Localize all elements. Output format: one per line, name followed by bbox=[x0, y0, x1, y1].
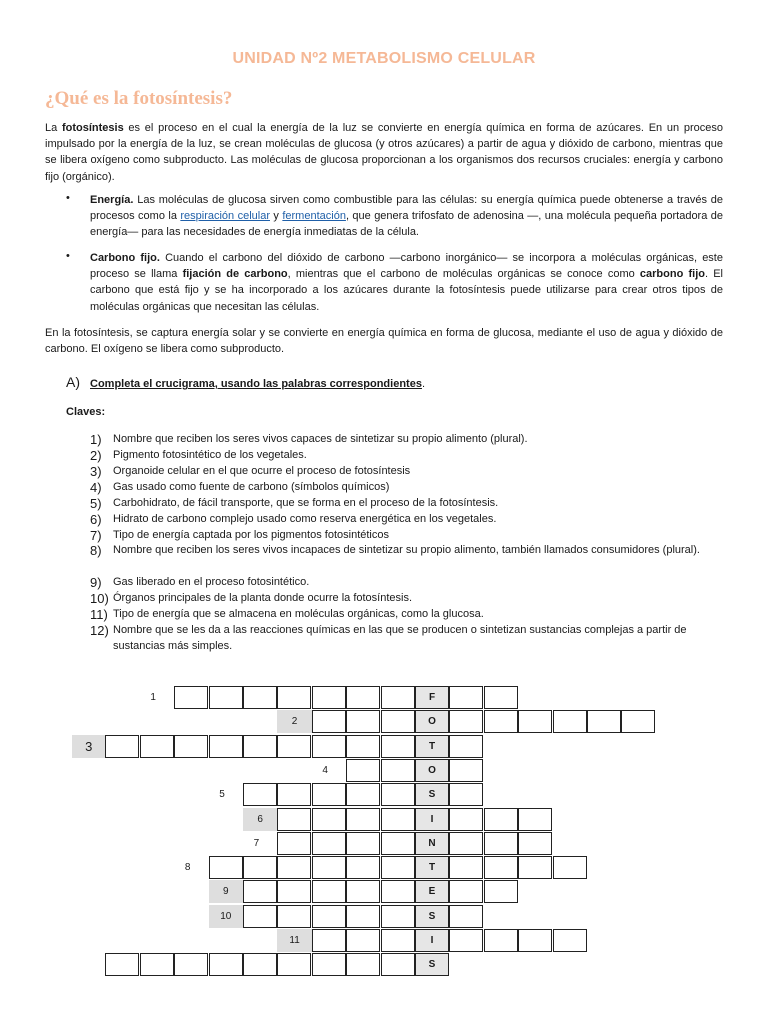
clue-text: Tipo de energía que se almacena en moléculas orgánicas, como la glucosa. bbox=[113, 608, 484, 620]
clue-item bbox=[90, 464, 710, 480]
crossword-row-number: 3 bbox=[72, 735, 105, 758]
crossword-cell[interactable] bbox=[381, 856, 415, 879]
crossword-row-number: 6 bbox=[243, 808, 277, 831]
crossword-cell[interactable] bbox=[312, 929, 346, 952]
clue-number: 5) bbox=[90, 496, 102, 511]
clue-text: Hidrato de carbono complejo usado como reserva energética en los vegetales. bbox=[113, 513, 497, 525]
crossword-cell[interactable] bbox=[518, 856, 552, 879]
key-letter-cell: F bbox=[415, 686, 449, 709]
clue-text: Carbohidrato, de fácil transporte, que se forma en el proceso de la fotosíntesis. bbox=[113, 497, 499, 509]
crossword-cell[interactable] bbox=[312, 735, 346, 758]
key-letter-cell: S bbox=[415, 953, 449, 976]
clue-item bbox=[90, 528, 710, 544]
crossword-cell[interactable] bbox=[449, 759, 483, 782]
key-letter-cell: O bbox=[415, 759, 449, 782]
crossword-cell[interactable] bbox=[277, 808, 311, 831]
crossword-cell[interactable] bbox=[346, 808, 380, 831]
crossword-cell[interactable] bbox=[381, 905, 415, 928]
crossword-cell[interactable] bbox=[346, 710, 380, 733]
clue-text: Organoide celular en el que ocurre el proceso de fotosíntesis bbox=[113, 465, 411, 477]
crossword-cell[interactable] bbox=[518, 808, 552, 831]
key-letter-cell: T bbox=[415, 856, 449, 879]
crossword-cell[interactable] bbox=[346, 759, 380, 782]
clue-number: 4) bbox=[90, 480, 102, 495]
clue-number: 7) bbox=[90, 528, 102, 543]
key-letter-cell: I bbox=[415, 808, 449, 831]
clue-text: Pigmento fotosintético de los vegetales. bbox=[113, 449, 307, 461]
crossword-cell[interactable] bbox=[140, 735, 174, 758]
crossword-cell[interactable] bbox=[312, 905, 346, 928]
crossword-cell[interactable] bbox=[553, 710, 587, 733]
crossword-row-number: 1 bbox=[150, 692, 156, 703]
key-letter-cell: E bbox=[415, 880, 449, 903]
crossword-row-number: 9 bbox=[209, 880, 243, 903]
crossword-cell[interactable] bbox=[346, 735, 380, 758]
clue-number: 1) bbox=[90, 432, 102, 447]
crossword-cell[interactable] bbox=[553, 856, 587, 879]
crossword-cell[interactable] bbox=[140, 953, 174, 976]
bullet-carbono: Carbono fijo. Cuando el carbono del dióxido de carbono —carbono inorgánico— se incorpora a moléculas orgánicas, este proceso se llama fijación de carbono, mientras que el carbono de moléculas orgánicas se conoce como carbono fijo. El carbono que está fijo y se ha incorporado a los azúcares durante la fotosíntesis puede utilizarse para crear otros tipos de moléculas orgánicas que necesitan las células. bbox=[90, 252, 723, 313]
clue-item bbox=[90, 512, 710, 528]
crossword-row-number: 2 bbox=[277, 710, 311, 733]
crossword-cell[interactable] bbox=[346, 929, 380, 952]
crossword-cell[interactable] bbox=[312, 808, 346, 831]
crossword-cell[interactable] bbox=[243, 856, 277, 879]
crossword-cell[interactable] bbox=[346, 953, 380, 976]
crossword-cell[interactable] bbox=[484, 880, 518, 903]
crossword-cell[interactable] bbox=[518, 832, 552, 855]
crossword-cell[interactable] bbox=[243, 735, 277, 758]
section-heading: ¿Qué es la fotosíntesis? bbox=[45, 88, 233, 109]
crossword-cell[interactable] bbox=[312, 880, 346, 903]
crossword-cell[interactable] bbox=[621, 710, 655, 733]
crossword-cell[interactable] bbox=[449, 929, 483, 952]
crossword-cell[interactable] bbox=[553, 929, 587, 952]
crossword-cell[interactable] bbox=[449, 832, 483, 855]
clue-item bbox=[90, 480, 710, 496]
crossword-cell[interactable] bbox=[277, 953, 311, 976]
crossword-cell[interactable] bbox=[277, 832, 311, 855]
crossword-cell[interactable] bbox=[381, 735, 415, 758]
crossword-cell[interactable] bbox=[312, 856, 346, 879]
crossword-row-number: 5 bbox=[219, 789, 225, 801]
crossword-cell[interactable] bbox=[312, 832, 346, 855]
crossword-row-number: 8 bbox=[184, 862, 191, 874]
crossword-cell[interactable] bbox=[484, 929, 518, 952]
clue-number: 6) bbox=[90, 512, 102, 527]
clue-item bbox=[90, 432, 710, 448]
crossword-cell[interactable] bbox=[105, 735, 139, 758]
link-respiracion-celular[interactable]: respiración celular bbox=[180, 210, 270, 223]
crossword-cell[interactable] bbox=[277, 856, 311, 879]
crossword-cell[interactable] bbox=[277, 735, 311, 758]
crossword-cell[interactable] bbox=[449, 735, 483, 758]
section-a: A) Completa el crucigrama, usando las palabras correspondientes. bbox=[66, 374, 426, 390]
crossword-cell[interactable] bbox=[381, 929, 415, 952]
crossword-cell[interactable] bbox=[484, 808, 518, 831]
crossword-cell[interactable] bbox=[346, 856, 380, 879]
crossword-cell[interactable] bbox=[381, 710, 415, 733]
crossword-row-number: 10 bbox=[209, 905, 243, 928]
clue-number: 9) bbox=[90, 575, 102, 590]
crossword-cell[interactable] bbox=[381, 832, 415, 855]
clue-number: 8) bbox=[90, 543, 102, 558]
clue-number: 10) bbox=[90, 591, 109, 606]
crossword-cell[interactable] bbox=[243, 905, 277, 928]
crossword-cell[interactable] bbox=[484, 856, 518, 879]
crossword-cell[interactable] bbox=[174, 686, 208, 709]
clue-item bbox=[90, 448, 710, 464]
summary-paragraph: En la fotosíntesis, se captura energía solar y se convierte en energía química en forma de glucosa, mediante el uso de agua y dióxido de carbono. El oxígeno se libera como subproducto. bbox=[45, 327, 723, 356]
crossword-row-number: 11 bbox=[277, 929, 311, 952]
crossword-cell[interactable] bbox=[243, 880, 277, 903]
crossword-cell[interactable] bbox=[381, 686, 415, 709]
key-letter-cell: S bbox=[415, 783, 449, 806]
clue-item bbox=[90, 496, 710, 512]
crossword-cell[interactable] bbox=[449, 856, 483, 879]
key-letter-cell: T bbox=[415, 735, 449, 758]
clue-text: Nombre que reciben los seres vivos incapaces de sintetizar su propio alimento, también llamados consumidores (plural). bbox=[113, 544, 700, 556]
crossword-row-number: 7 bbox=[253, 837, 260, 849]
crossword-cell[interactable] bbox=[312, 783, 346, 806]
key-letter-cell: S bbox=[415, 905, 449, 928]
crossword-cell[interactable] bbox=[449, 710, 483, 733]
intro-paragraph: La fotosíntesis es el proceso en el cual la energía de la luz se convierte en energía química en forma de azúcares. En un proceso impulsado por la energía de la luz, se crean moléculas de glucosa (y otros azúcares) a partir de agua y dióxido de carbono, mientras que se libera oxígeno como subproducto. Las moléculas de glucosa proporcionan a los organismos dos recursos cruciales: energía y carbono fijo (orgánico). bbox=[45, 122, 723, 183]
crossword-cell[interactable] bbox=[243, 783, 277, 806]
key-letter-cell: I bbox=[415, 929, 449, 952]
clue-text: Nombre que se les da a las reacciones químicas en las que se producen o sintetizan sustancias complejas a partir de sustancias más simples. bbox=[113, 624, 687, 652]
crossword-cell[interactable] bbox=[449, 880, 483, 903]
link-fermentacion[interactable]: fermentación bbox=[282, 210, 346, 223]
clue-number: 12) bbox=[90, 623, 109, 638]
crossword-cell[interactable] bbox=[381, 808, 415, 831]
crossword-cell[interactable] bbox=[518, 710, 552, 733]
crossword-cell[interactable] bbox=[346, 880, 380, 903]
crossword-cell[interactable] bbox=[381, 880, 415, 903]
crossword-cell[interactable] bbox=[277, 783, 311, 806]
bullet-dot: • bbox=[66, 192, 70, 204]
crossword-cell[interactable] bbox=[449, 686, 483, 709]
crossword-cell[interactable] bbox=[312, 686, 346, 709]
unit-title: UNIDAD Nº2 METABOLISMO CELULAR bbox=[232, 50, 536, 67]
crossword-cell[interactable] bbox=[209, 735, 243, 758]
crossword-cell[interactable] bbox=[209, 686, 243, 709]
crossword-cell[interactable] bbox=[381, 953, 415, 976]
key-letter-cell: O bbox=[415, 710, 449, 733]
crossword-cell[interactable] bbox=[587, 710, 621, 733]
key-letter-cell: N bbox=[415, 832, 449, 855]
clue-item bbox=[90, 607, 710, 623]
clue-number: 11) bbox=[90, 607, 108, 622]
clue-item bbox=[90, 591, 710, 607]
crossword-cell[interactable] bbox=[209, 856, 243, 879]
crossword-cell[interactable] bbox=[449, 808, 483, 831]
crossword-cell[interactable] bbox=[277, 880, 311, 903]
clue-text: Gas liberado en el proceso fotosintético. bbox=[113, 576, 310, 588]
crossword-cell[interactable] bbox=[105, 953, 139, 976]
claves-label: Claves: bbox=[66, 406, 106, 418]
crossword-cell[interactable] bbox=[484, 686, 518, 709]
crossword-cell[interactable] bbox=[449, 783, 483, 806]
clue-item bbox=[90, 543, 710, 559]
crossword-cell[interactable] bbox=[346, 783, 380, 806]
crossword-cell[interactable] bbox=[277, 686, 311, 709]
crossword-cell[interactable] bbox=[174, 735, 208, 758]
clue-number: 2) bbox=[90, 448, 102, 463]
bullet-energia: Energía. Las moléculas de glucosa sirven como combustible para las células: su energía química puede obtenerse a través de procesos como la respiración celular y fermentación, que genera trifosfato de adenosina —, una molécula pequeña portadora de energía— para las necesidades de energía inmediatas de la célula. bbox=[90, 194, 723, 239]
crossword-cell[interactable] bbox=[381, 759, 415, 782]
crossword-cell[interactable] bbox=[484, 832, 518, 855]
crossword-cell[interactable] bbox=[174, 953, 208, 976]
clue-text: Gas usado como fuente de carbono (símbolos químicos) bbox=[113, 481, 390, 493]
crossword-cell[interactable] bbox=[312, 953, 346, 976]
clue-item bbox=[90, 623, 710, 655]
crossword-cell[interactable] bbox=[243, 953, 277, 976]
clue-text: Nombre que reciben los seres vivos capaces de sintetizar su propio alimento (plural). bbox=[113, 433, 528, 445]
crossword-cell[interactable] bbox=[381, 783, 415, 806]
crossword-cell[interactable] bbox=[209, 953, 243, 976]
bullet-dot: • bbox=[66, 250, 70, 262]
clue-number: 3) bbox=[90, 464, 102, 479]
crossword-cell[interactable] bbox=[277, 905, 311, 928]
crossword-cell[interactable] bbox=[243, 686, 277, 709]
crossword-cell[interactable] bbox=[346, 686, 380, 709]
crossword-cell[interactable] bbox=[449, 905, 483, 928]
clue-text: Tipo de energía captada por los pigmentos fotosintéticos bbox=[113, 529, 389, 541]
clue-text: Órganos principales de la planta donde ocurre la fotosíntesis. bbox=[113, 592, 413, 604]
crossword-cell[interactable] bbox=[484, 710, 518, 733]
clue-item bbox=[90, 575, 710, 591]
crossword-cell[interactable] bbox=[346, 905, 380, 928]
crossword-cell[interactable] bbox=[312, 710, 346, 733]
crossword-cell[interactable] bbox=[346, 832, 380, 855]
crossword-cell[interactable] bbox=[518, 929, 552, 952]
crossword-row-number: 4 bbox=[322, 764, 328, 776]
